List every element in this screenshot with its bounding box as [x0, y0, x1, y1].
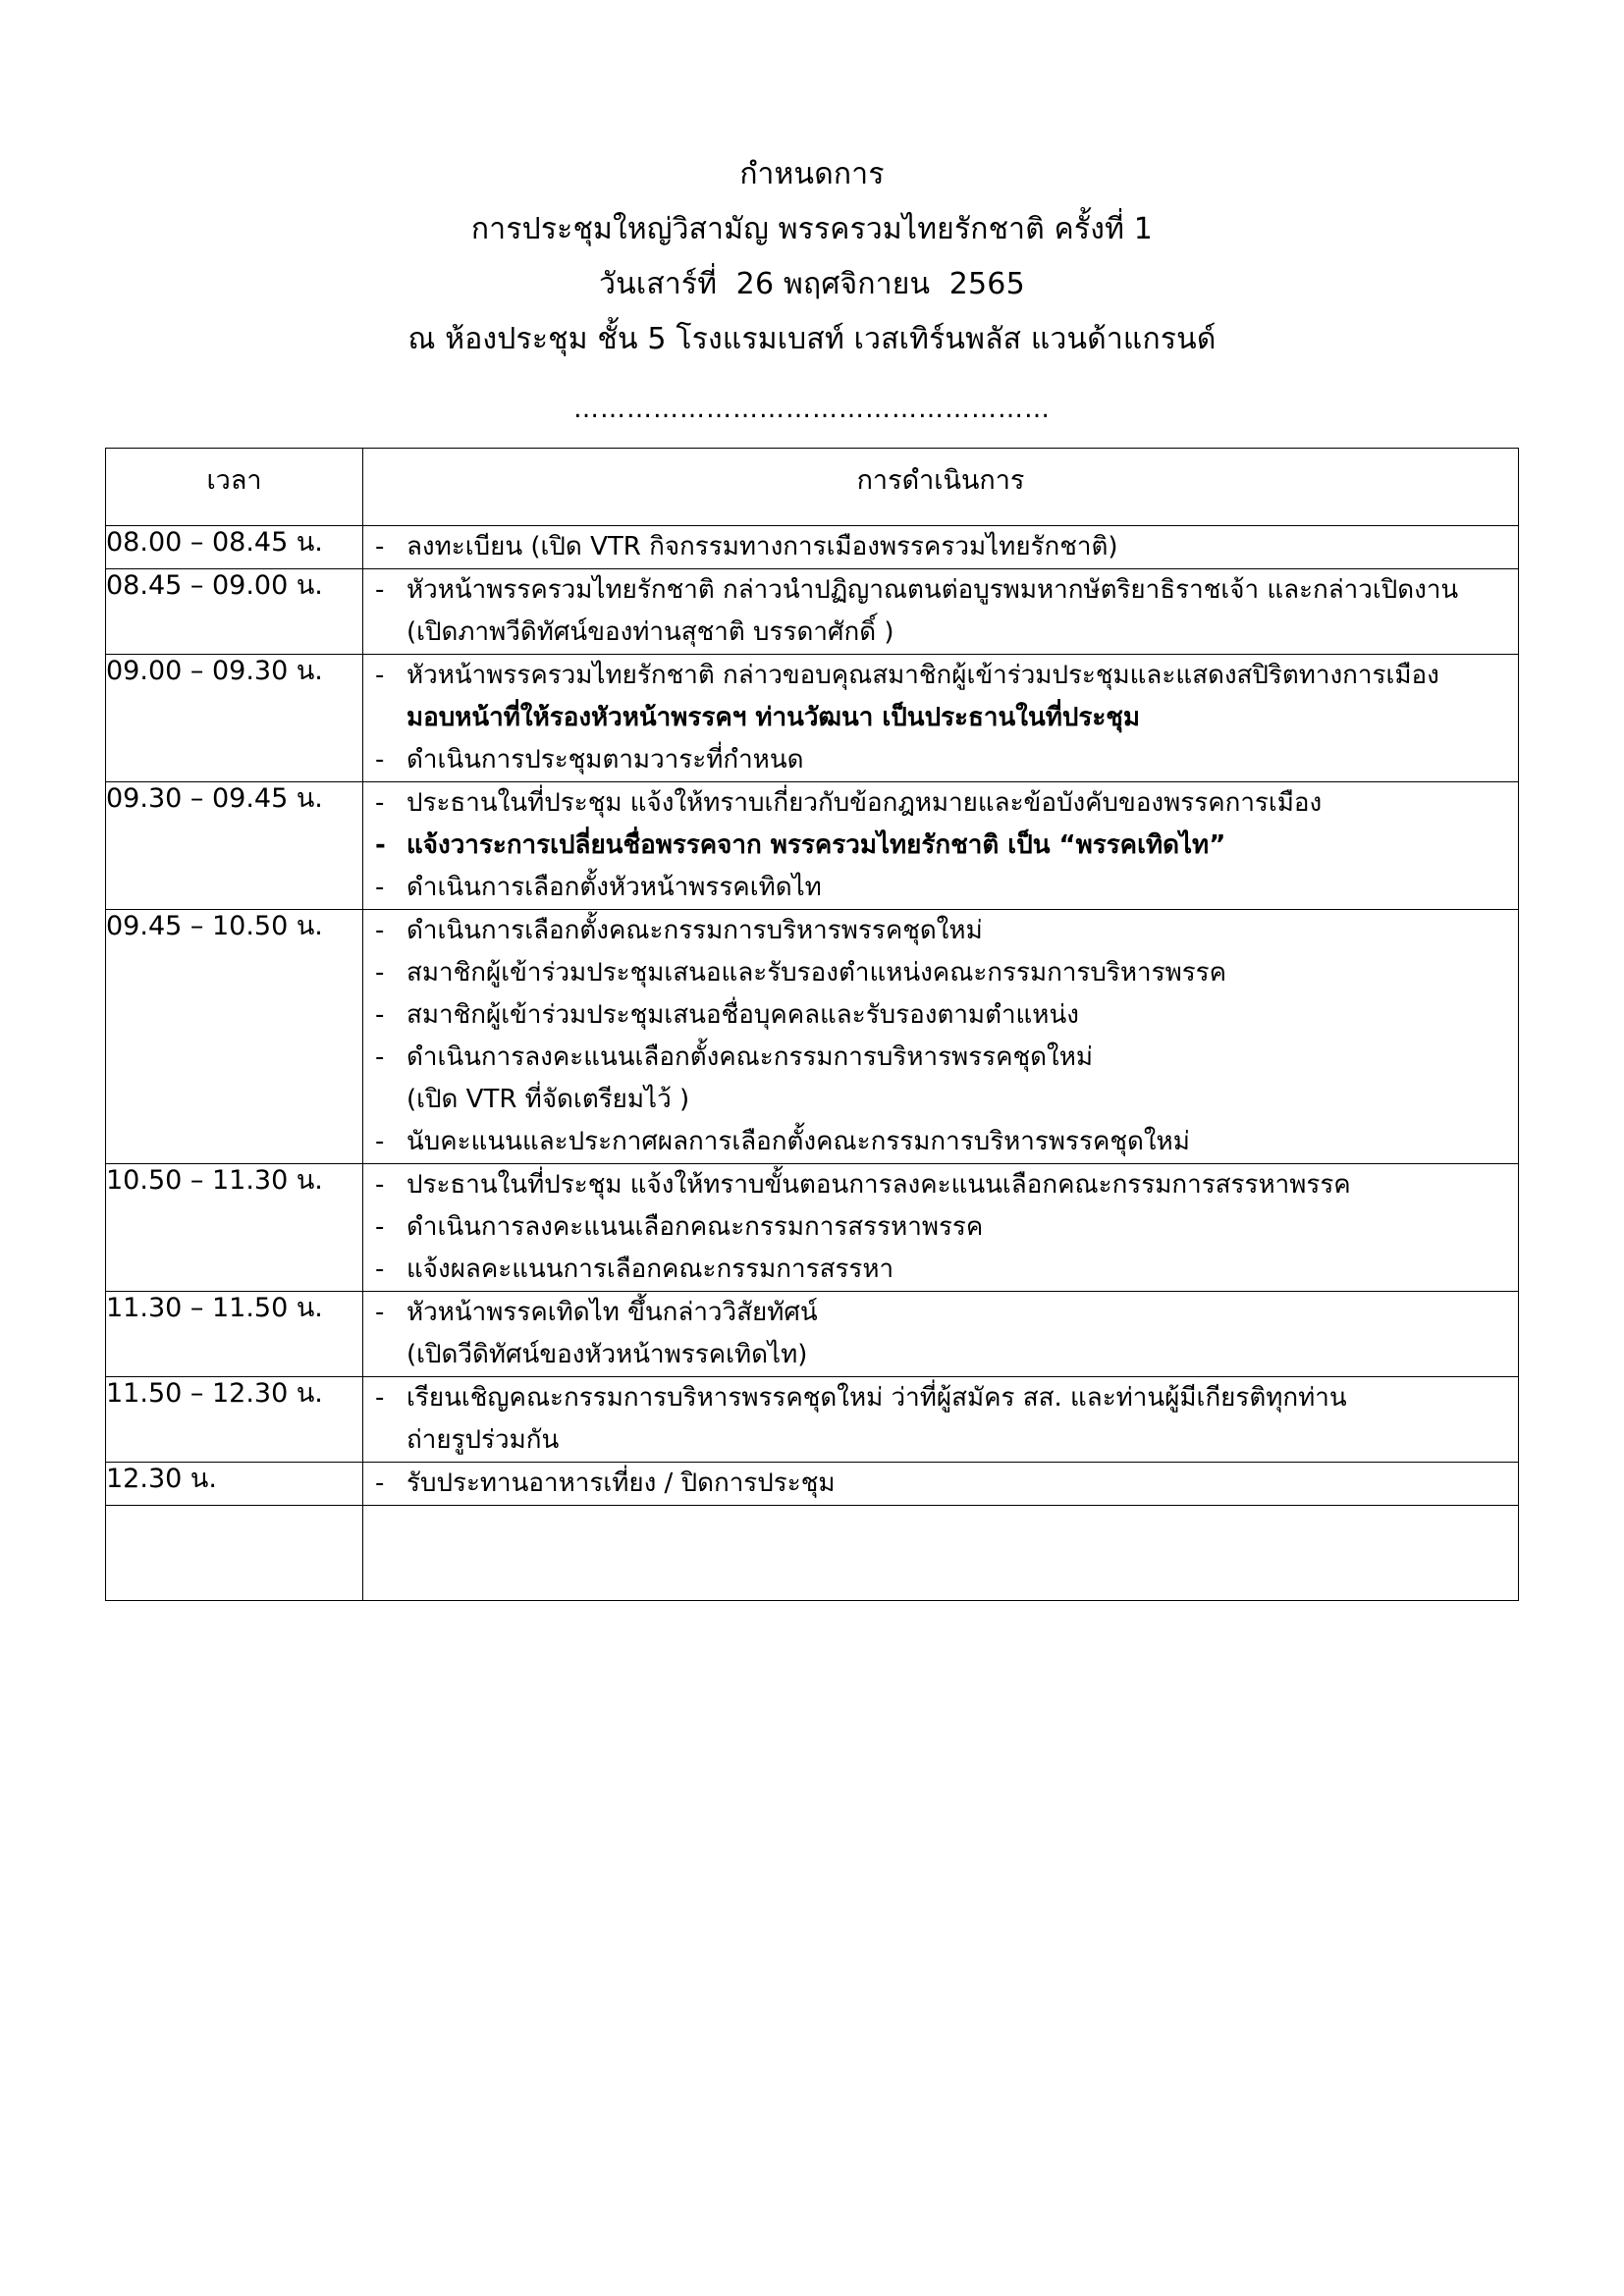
agenda-item: - ลงทะเบียน (เปิด VTR กิจกรรมทางการเมืองพรรครวมไทยรักชาติ) [363, 526, 1518, 568]
table-header-row [106, 449, 1519, 526]
agenda-item: (เปิดวีดิทัศน์ของหัวหน้าพรรคเทิดไท) [406, 1340, 808, 1369]
agenda-table-container [105, 448, 1519, 1601]
agenda-item: - ดำเนินการประชุมตามวาระที่กำหนด [363, 739, 1518, 781]
agenda-table-head [106, 449, 1519, 526]
agenda-time-cell: 12.30 น. [106, 1463, 363, 1506]
agenda-item: - แจ้งวาระการเปลี่ยนชื่อพรรคจาก พรรครวมไทยรักชาติ เป็น “พรรคเทิดไท” [363, 825, 1518, 867]
agenda-item: - ประธานในที่ประชุม แจ้งให้ทราบขั้นตอนการลงคะแนนเลือกคณะกรรมการสรรหาพรรค [363, 1164, 1518, 1206]
agenda-time-cell: 11.30 – 11.50 น. [106, 1292, 363, 1377]
agenda-time-cell: 11.50 – 12.30 น. [106, 1377, 363, 1463]
agenda-activity-cell [363, 1377, 1519, 1463]
agenda-item: - ประธานในที่ประชุม แจ้งให้ทราบเกี่ยวกับข้อกฎหมายและข้อบังคับของพรรคการเมือง [363, 782, 1518, 825]
agenda-table [105, 448, 1519, 1601]
agenda-item: - สมาชิกผู้เข้าร่วมประชุมเสนอและรับรองตำแหน่งคณะกรรมการบริหารพรรค [363, 952, 1518, 994]
agenda-item-list [363, 782, 1518, 909]
table-row [106, 655, 1519, 782]
column-header-activity-label: การดำเนินการ [856, 465, 1025, 496]
agenda-time-cell: 09.30 – 09.45 น. [106, 782, 363, 910]
document-subtitle: การประชุมใหญ่วิสามัญ พรรครวมไทยรักชาติ ครั้งที่ 1 [470, 212, 1154, 246]
table-row [106, 1164, 1519, 1292]
agenda-item-list [363, 1164, 1518, 1291]
agenda-item: - หัวหน้าพรรครวมไทยรักชาติ กล่าวนำปฏิญาณตนต่อบูรพมหากษัตริยาธิราชเจ้า และกล่าวเปิดงาน [363, 569, 1518, 612]
agenda-item: ถ่ายรูปร่วมกัน [406, 1425, 560, 1455]
table-row [106, 1292, 1519, 1377]
agenda-item: - เรียนเชิญคณะกรรมการบริหารพรรคชุดใหม่ ว่าที่ผู้สมัคร สส. และท่านผู้มีเกียรติทุกท่าน [363, 1377, 1518, 1419]
table-row-spacer [106, 1506, 1519, 1601]
column-header-time-label: เวลา [206, 465, 262, 496]
agenda-time-cell-empty [106, 1506, 363, 1601]
agenda-item: - หัวหน้าพรรครวมไทยรักชาติ กล่าวขอบคุณสมาชิกผู้เข้าร่วมประชุมและแสดงสปิริตทางการเมือง [363, 655, 1518, 697]
agenda-time-cell: 09.45 – 10.50 น. [106, 910, 363, 1164]
agenda-item: (เปิด VTR ที่จัดเตรียมไว้ ) [406, 1085, 690, 1114]
header-separator: ……………………………………………… [573, 395, 1051, 424]
agenda-time-cell: 09.00 – 09.30 น. [106, 655, 363, 782]
table-row [106, 526, 1519, 569]
agenda-time-cell: 10.50 – 11.30 น. [106, 1164, 363, 1292]
agenda-activity-cell [363, 526, 1519, 569]
agenda-item-list [363, 1463, 1518, 1505]
agenda-table-body [106, 526, 1519, 1601]
agenda-activity-cell [363, 1164, 1519, 1292]
agenda-item-list [363, 526, 1518, 568]
agenda-item-list [363, 569, 1518, 654]
document-header [0, 0, 1624, 367]
agenda-activity-cell [363, 910, 1519, 1164]
table-row [106, 782, 1519, 910]
agenda-item-list [363, 910, 1518, 1163]
agenda-time-cell: 08.45 – 09.00 น. [106, 569, 363, 655]
agenda-activity-cell [363, 1463, 1519, 1506]
agenda-item-list [363, 655, 1518, 781]
table-row [106, 1463, 1519, 1506]
agenda-item: มอบหน้าที่ให้รองหัวหน้าพรรคฯ ท่านวัฒนา เป็นประธานในที่ประชุม [406, 703, 1141, 732]
agenda-item: - หัวหน้าพรรคเทิดไท ขึ้นกล่าววิสัยทัศน์ [363, 1292, 1518, 1334]
agenda-activity-cell [363, 782, 1519, 910]
agenda-item: - ดำเนินการเลือกตั้งหัวหน้าพรรคเทิดไท [363, 867, 1518, 909]
agenda-activity-cell [363, 655, 1519, 782]
agenda-item-list [363, 1292, 1518, 1376]
agenda-item-list [363, 1377, 1518, 1462]
agenda-item: - ดำเนินการลงคะแนนเลือกคณะกรรมการสรรหาพรรค [363, 1206, 1518, 1249]
document-venue: ณ ห้องประชุม ชั้น 5 โรงแรมเบสท์ เวสเทิร์นพลัส แวนด้าแกรนด์ [407, 322, 1217, 356]
agenda-activity-cell-empty [363, 1506, 1519, 1601]
agenda-item: - ดำเนินการเลือกตั้งคณะกรรมการบริหารพรรคชุดใหม่ [363, 910, 1518, 952]
column-header-time [106, 449, 363, 526]
agenda-item: (เปิดภาพวีดิทัศน์ของท่านสุชาติ บรรดาศักดิ์ ) [406, 617, 894, 647]
page-title: กำหนดการ [739, 157, 885, 191]
agenda-activity-cell [363, 569, 1519, 655]
agenda-item: - นับคะแนนและประกาศผลการเลือกตั้งคณะกรรมการบริหารพรรคชุดใหม่ [363, 1121, 1518, 1163]
column-header-activity [363, 449, 1519, 526]
agenda-item: - รับประทานอาหารเที่ยง / ปิดการประชุม [363, 1463, 1518, 1505]
agenda-item: - ดำเนินการลงคะแนนเลือกตั้งคณะกรรมการบริหารพรรคชุดใหม่ [363, 1037, 1518, 1079]
agenda-item: - แจ้งผลคะแนนการเลือกคณะกรรมการสรรหา [363, 1249, 1518, 1291]
agenda-time-cell: 08.00 – 08.45 น. [106, 526, 363, 569]
table-row [106, 1377, 1519, 1463]
agenda-activity-cell [363, 1292, 1519, 1377]
table-row [106, 569, 1519, 655]
table-row [106, 910, 1519, 1164]
agenda-item: - สมาชิกผู้เข้าร่วมประชุมเสนอชื่อบุคคลและรับรองตามตำแหน่ง [363, 994, 1518, 1037]
document-date: วันเสาร์ที่ 26 พฤศจิกายน 2565 [599, 267, 1025, 301]
